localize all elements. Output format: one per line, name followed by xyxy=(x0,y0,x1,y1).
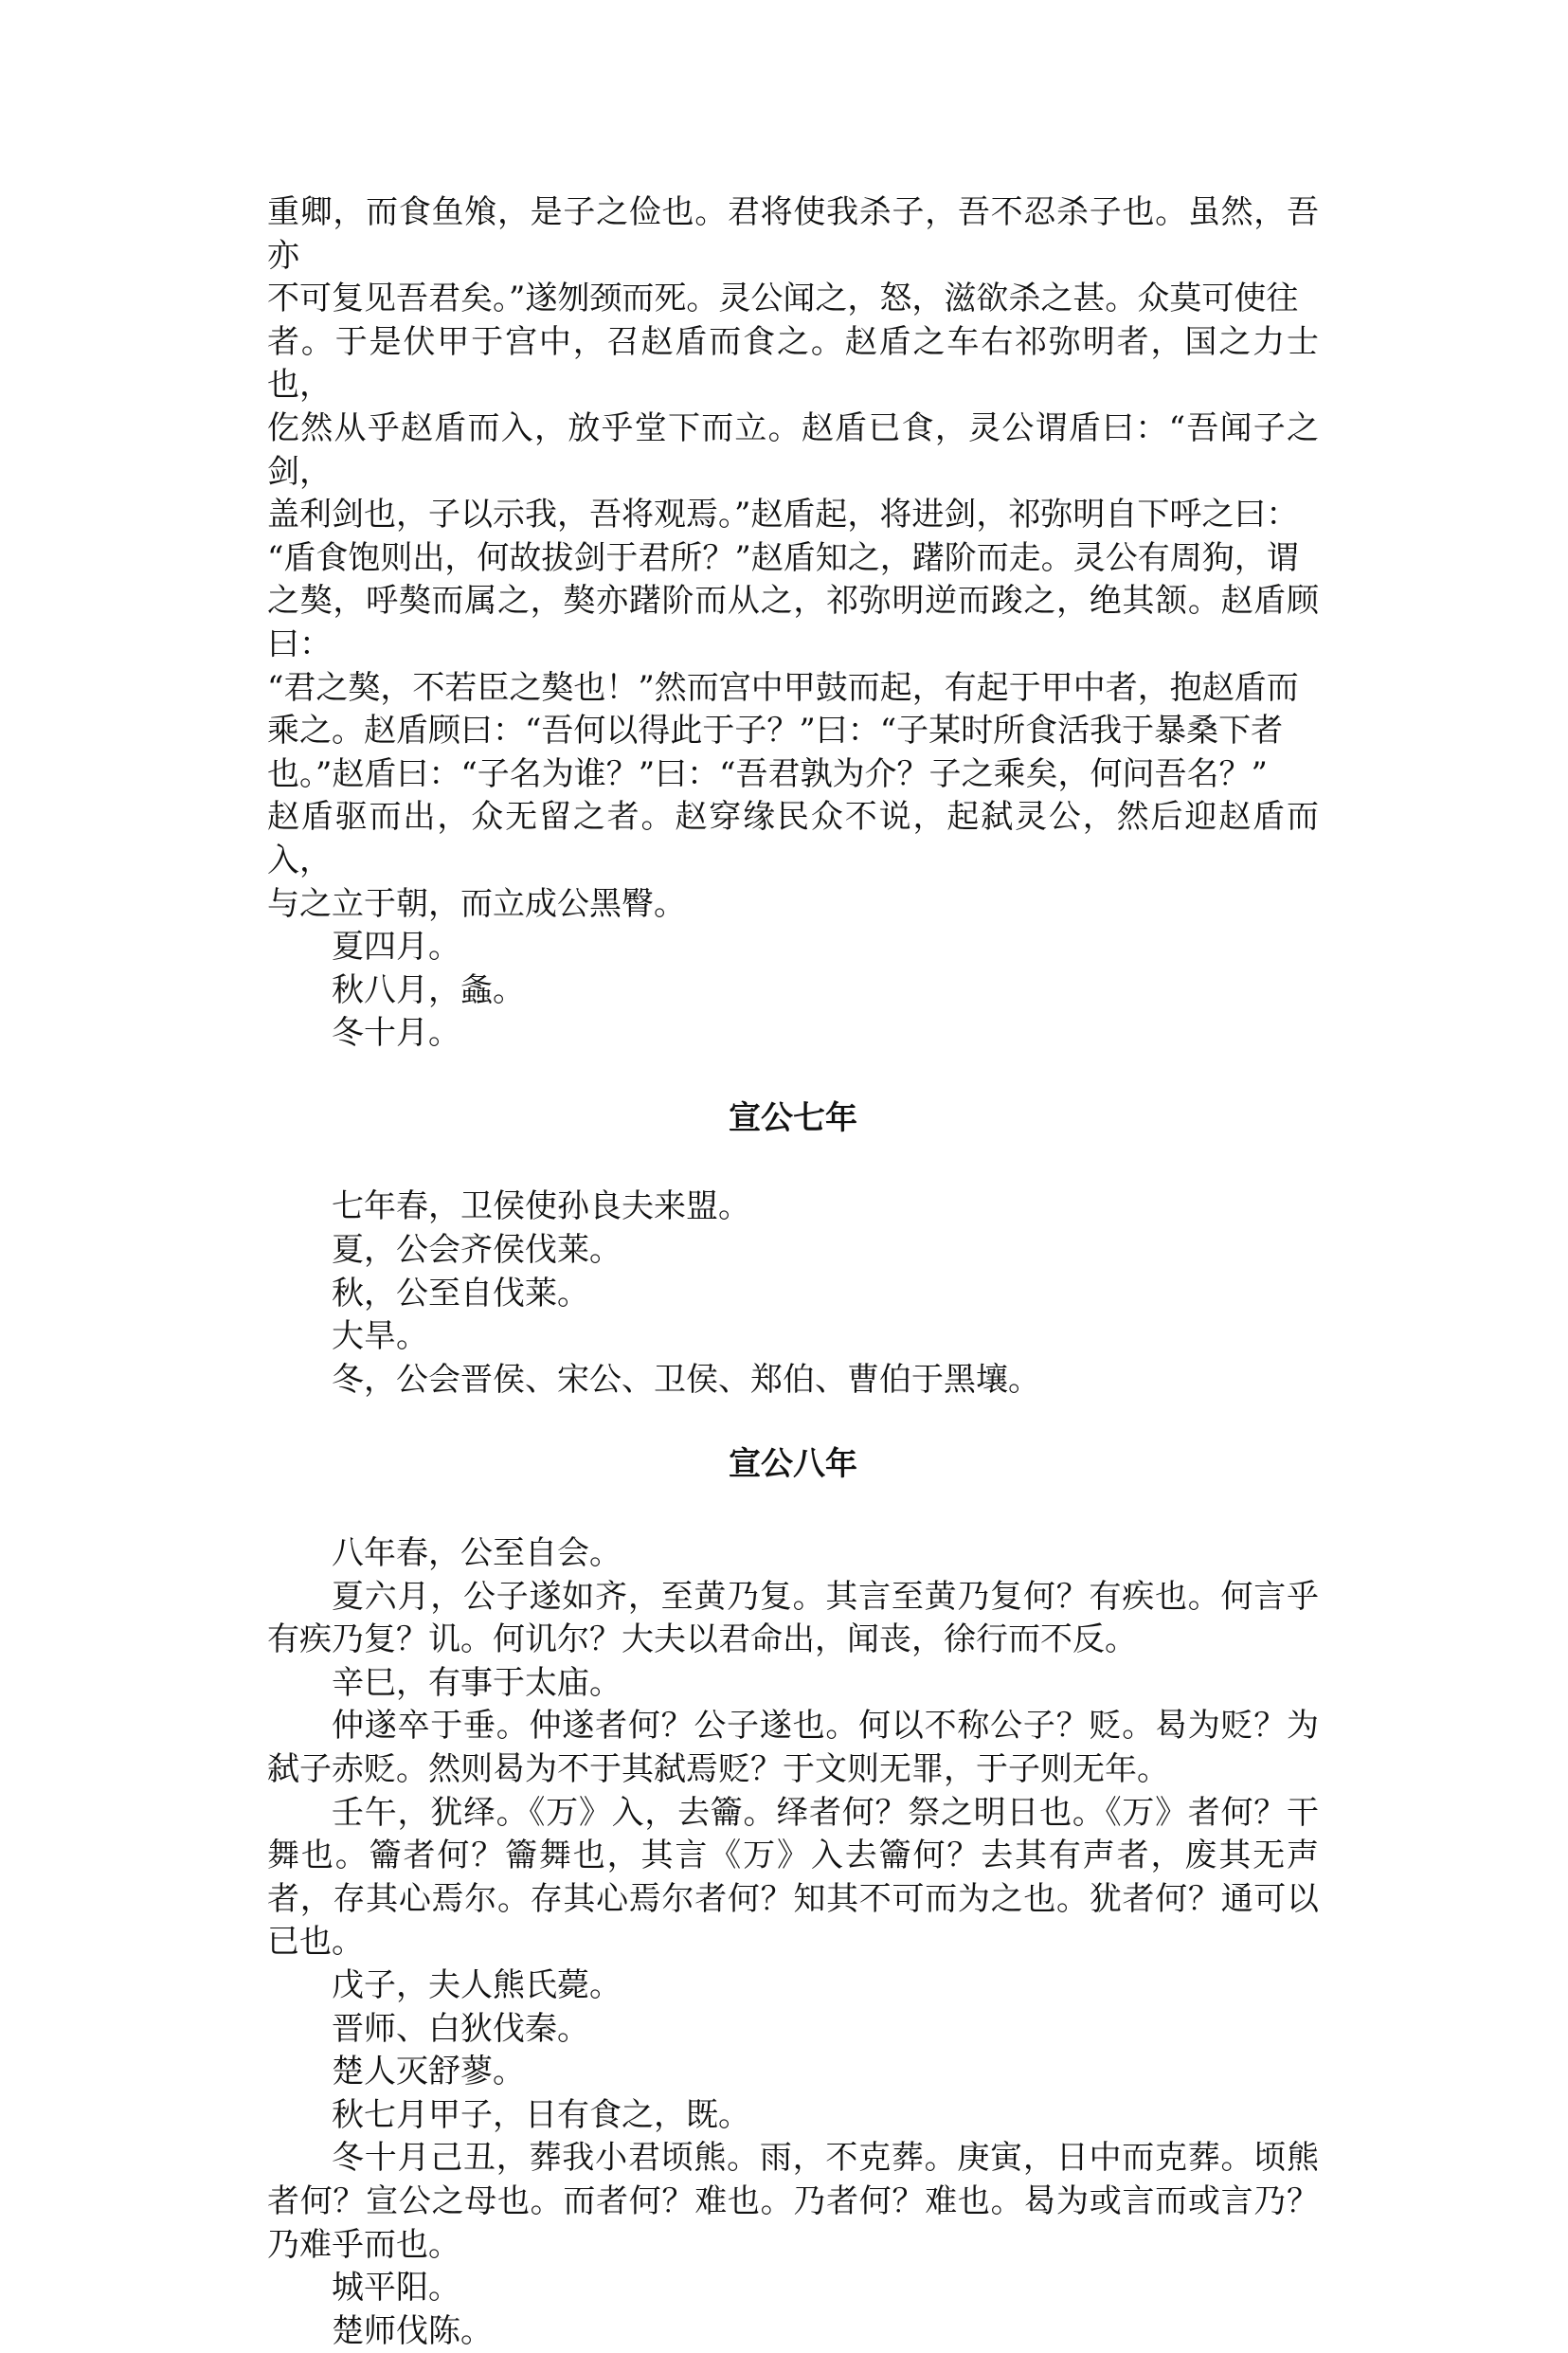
entry: 大旱。 xyxy=(332,1317,428,1356)
entry: 壬午，犹绎。《万》入，去籥。绎者何？祭之明日也。《万》者何？干舞也。籥者何？籥舞也，其言《万》入去籥何？去其有声者，废其无声者，存其心焉尔。存其心焉尔者何？知其不可而为之也。犹者何？通可以已也。 xyxy=(267,1793,1319,1962)
text-line: 仡然从乎赵盾而入，放乎堂下而立。赵盾已食，灵公谓盾曰：“吾闻子之剑， xyxy=(267,408,1319,491)
text-line: 与之立于朝，而立成公黑臀。 xyxy=(267,884,686,923)
text-line: 盖利剑也，子以示我，吾将观焉。”赵盾起，将进剑，祁弥明自下呼之曰： xyxy=(267,496,1299,534)
text-line: “君之獒，不若臣之獒也！”然而宫中甲鼓而起，有起于甲中者，抱赵盾而 xyxy=(267,668,1299,707)
text-line: 赵盾驱而出，众无留之者。赵穿缘民众不说，起弑灵公，然后迎赵盾而入， xyxy=(267,798,1319,879)
entry: 晋师、白狄伐秦。 xyxy=(332,2009,589,2048)
entry: 八年春，公至自会。 xyxy=(332,1534,622,1573)
text-line: “盾食饱则出，何故拔剑于君所？”赵盾知之，躇阶而走。灵公有周狗，谓 xyxy=(267,538,1299,577)
entry: 夏，公会齐侯伐莱。 xyxy=(332,1231,622,1270)
text-line: 重卿，而食鱼飧，是子之俭也。君将使我杀子，吾不忍杀子也。虽然，吾亦 xyxy=(267,193,1319,275)
entry: 戊子，夫人熊氏薨。 xyxy=(332,1965,622,2004)
entry: 楚人灭舒蓼。 xyxy=(332,2053,525,2091)
entry: 秋七月甲子，日有食之，既。 xyxy=(332,2095,750,2134)
entry: 辛巳，有事于太庙。 xyxy=(332,1663,622,1702)
text-line: 之獒，呼獒而属之，獒亦躇阶而从之，祁弥明逆而踆之，绝其颔。赵盾顾曰： xyxy=(267,582,1319,663)
text-line: 不可复见吾君矣。”遂刎颈而死。灵公闻之，怒，滋欲杀之甚。众莫可使往 xyxy=(267,280,1299,318)
entry: 夏六月，公子遂如齐，至黄乃复。其言至黄乃复何？有疾也。何言乎有疾乃复？讥。何讥尔？大夫以君命出，闻丧，徐行而不反。 xyxy=(267,1577,1319,1659)
entry: 仲遂卒于垂。仲遂者何？公子遂也。何以不称公子？贬。曷为贬？为弑子赤贬。然则曷为不于其弑焉贬？于文则无罪，于子则无年。 xyxy=(267,1707,1319,1788)
entry: 秋八月，螽。 xyxy=(332,970,525,1009)
entry: 冬十月己丑，葬我小君顷熊。雨，不克葬。庚寅，日中而克葬。顷熊者何？宣公之母也。而者何？难也。乃者何？难也。曷为或言而或言乃？乃难乎而也。 xyxy=(267,2139,1319,2264)
text-line: 者。于是伏甲于宫中，召赵盾而食之。赵盾之车右祁弥明者，国之力士也， xyxy=(267,322,1319,405)
opening-passage xyxy=(267,191,1319,926)
document-page xyxy=(267,191,1319,2353)
entry: 秋，公至自伐莱。 xyxy=(332,1274,589,1312)
entry: 冬，公会晋侯、宋公、卫侯、郑伯、曹伯于黑壤。 xyxy=(332,1360,1040,1399)
text-line: 乘之。赵盾顾曰：“吾何以得此于子？”曰：“子某时所食活我于暴桑下者 xyxy=(267,712,1284,751)
entry: 城平阳。 xyxy=(332,2269,460,2308)
entry: 楚师伐陈。 xyxy=(332,2311,493,2350)
section-heading: 宣公七年 xyxy=(729,1098,857,1137)
entry: 七年春，卫侯使孙良夫来盟。 xyxy=(332,1187,750,1226)
text-line: 也。”赵盾曰：“子名为谁？”曰：“吾君孰为介？子之乘矣，何问吾名？” xyxy=(267,754,1268,793)
section-heading: 宣公八年 xyxy=(729,1445,857,1484)
entry: 冬十月。 xyxy=(332,1014,460,1053)
entry: 夏四月。 xyxy=(332,928,460,967)
